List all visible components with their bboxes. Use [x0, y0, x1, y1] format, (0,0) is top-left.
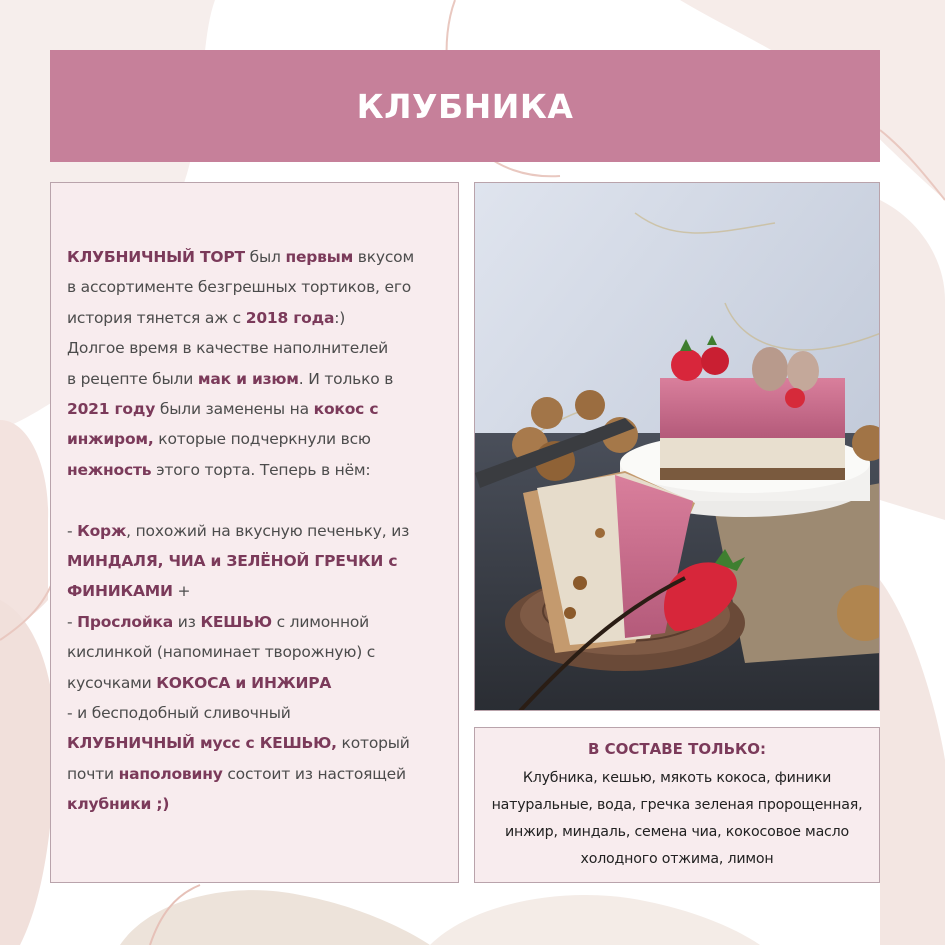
description-line [67, 394, 448, 424]
text-segment: Долгое время в качестве наполнителей [67, 339, 389, 358]
text-segment: - [67, 521, 78, 540]
bold-text: нежность [67, 460, 152, 479]
description-line [67, 668, 448, 698]
bold-text: инжиром, [67, 430, 154, 449]
description-line [67, 607, 448, 637]
bold-text: 2018 года [245, 308, 335, 327]
bold-text: 2021 году [67, 400, 156, 419]
description-line [67, 455, 448, 485]
bold-text: Прослойка [77, 612, 174, 631]
text-segment: почти [67, 764, 119, 783]
text-segment: кусочками [67, 673, 157, 692]
text-segment: был [244, 248, 286, 266]
strawberry-cake-image [475, 183, 880, 711]
bold-text: КЛУБНИЧНЫЙ ТОРТ [67, 248, 245, 266]
description-text [67, 242, 448, 820]
ingredients-line: натуральные, вода, гречка зеленая пророщенная, [491, 797, 863, 813]
description-line [67, 364, 448, 394]
bold-text: наполовину [118, 764, 223, 783]
text-segment: этого торта. Теперь в нём: [151, 460, 371, 479]
bold-text: ФИНИКАМИ [67, 582, 173, 601]
bold-text: мак и изюм [197, 369, 299, 388]
description-line [67, 333, 448, 363]
ingredients-title: В СОСТАВЕ ТОЛЬКО: [587, 740, 767, 758]
text-segment: - и бесподобный сливочный [67, 704, 291, 723]
blank-line [67, 485, 448, 515]
description-line [67, 789, 448, 819]
title-banner [50, 50, 880, 162]
text-segment: кислинкой (напоминает творожную) с [67, 643, 376, 662]
ingredients-line: инжир, миндаль, семена чиа, кокосовое масло [504, 824, 850, 840]
bold-text: КЕШЬЮ [200, 612, 272, 631]
text-segment: с лимонной [271, 612, 370, 631]
description-line [67, 698, 448, 728]
bold-text: клубники ;) [67, 795, 170, 814]
text-segment: , похожий на вкусную печеньку, из [126, 521, 410, 540]
ingredients-line: Клубника, кешью, мякоть кокоса, финики [522, 770, 832, 786]
bold-text: первым [285, 248, 354, 266]
description-line [67, 242, 448, 272]
text-segment: . И только в [298, 369, 394, 388]
description-line [67, 303, 448, 333]
bold-text: КЛУБНИЧНЫЙ мусс с КЕШЬЮ, [67, 734, 337, 753]
text-segment: в рецепте были [67, 369, 198, 388]
description-line [67, 272, 448, 302]
bold-text: МИНДАЛЯ, ЧИА и ЗЕЛЁНОЙ ГРЕЧКИ с [67, 552, 398, 571]
text-segment: которые подчеркнули всю [153, 430, 371, 449]
ingredients-panel [474, 727, 880, 883]
description-line [67, 637, 448, 667]
bold-text: КОКОСА и ИНЖИРА [156, 673, 332, 692]
text-segment: - [67, 612, 78, 631]
text-segment: были заменены на [155, 400, 314, 419]
text-segment: в ассортименте безгрешных тортиков, его [67, 278, 412, 297]
description-line [67, 728, 448, 758]
text-segment: :) [334, 308, 346, 327]
page-title: КЛУБНИКА [356, 86, 574, 126]
text-segment: состоит из настоящей [222, 764, 406, 783]
ingredients-line: холодного отжима, лимон [580, 851, 774, 867]
text-segment: история тянется аж с [67, 308, 246, 327]
text-segment: вкусом [353, 248, 414, 266]
description-line [67, 576, 448, 606]
description-line [67, 516, 448, 546]
cake-photo [474, 182, 880, 711]
description-line [67, 759, 448, 789]
text-segment: из [173, 612, 201, 631]
description-line [67, 424, 448, 454]
bold-text: Корж [77, 521, 127, 540]
description-panel [50, 182, 459, 883]
text-segment: который [336, 734, 410, 753]
description-line [67, 546, 448, 576]
text-segment: + [172, 582, 191, 601]
bold-text: кокос с [313, 400, 379, 419]
